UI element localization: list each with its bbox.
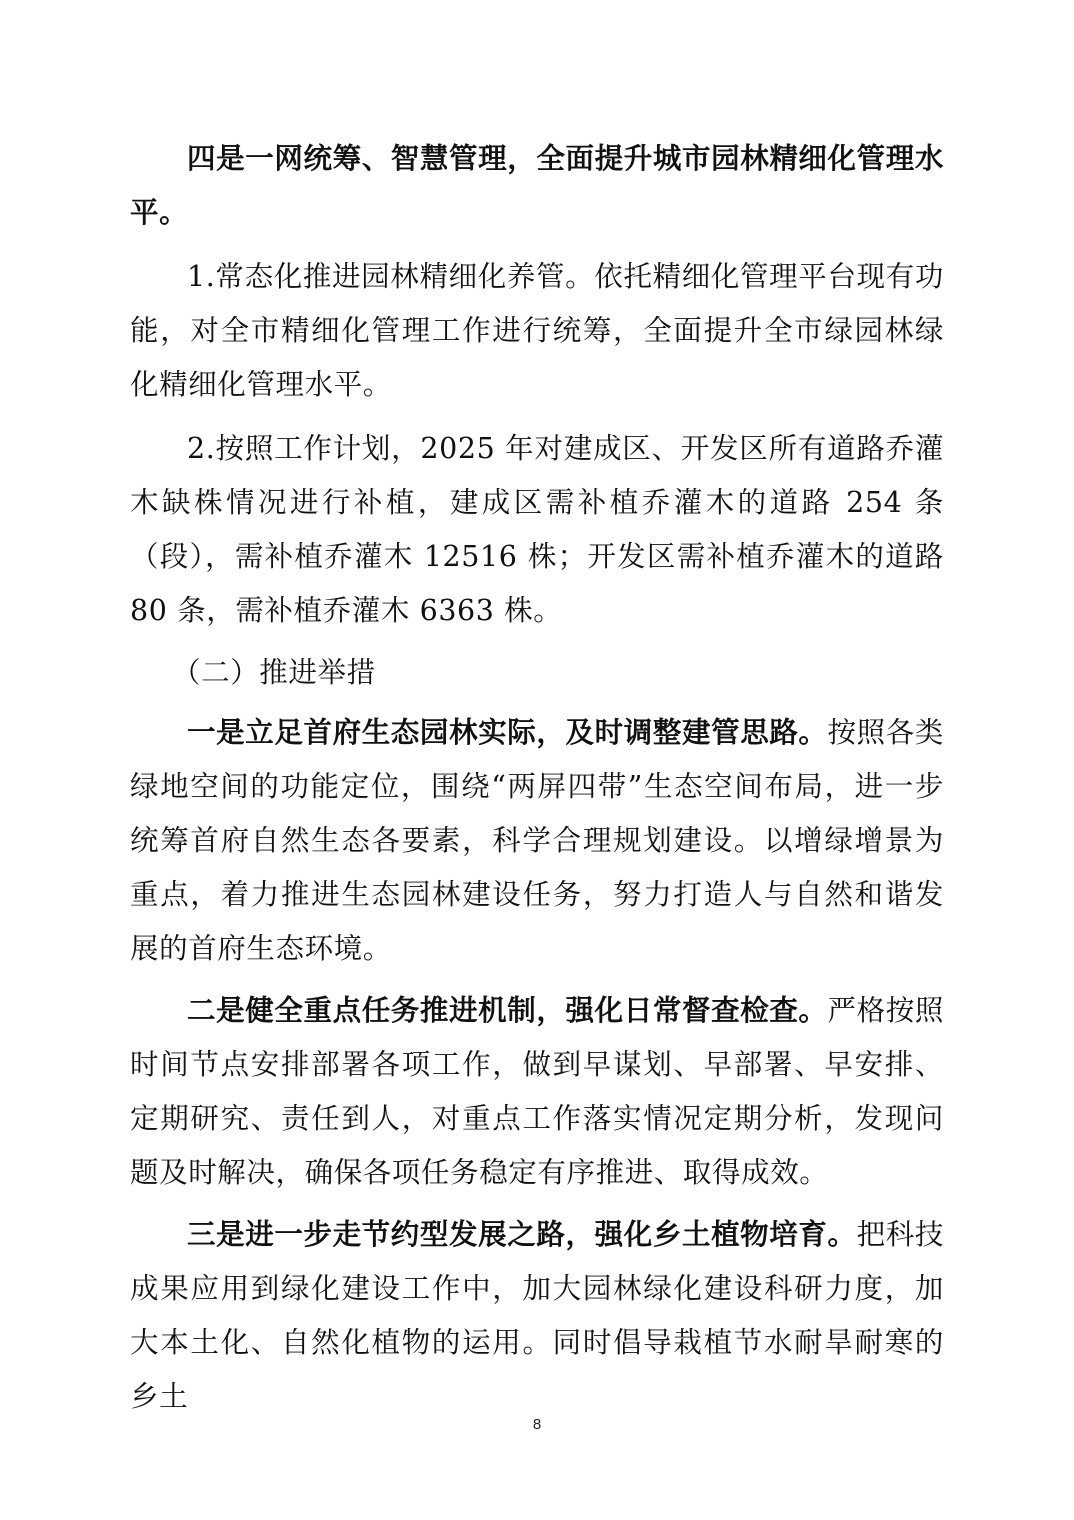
heading-paragraph-4 bbox=[130, 132, 944, 240]
paragraph-lead: 三是进一步走节约型发展之路，强化乡土植物培育。 bbox=[187, 1218, 857, 1251]
measure-paragraph-1 bbox=[130, 706, 944, 976]
paragraph-body: 严格按照时间节点安排部署各项工作，做到早谋划、早部署、早安排、定期研究、责任到人，对重点工作落实情况定期分析，发现问题及时解决，确保各项任务稳定有序推进、取得成效。 bbox=[130, 994, 944, 1189]
paragraph-body: 把科技成果应用到绿化建设工作中，加大园林绿化建设科研力度，加大本土化、自然化植物的运用。同时倡导栽植节水耐旱耐寒的乡土 bbox=[130, 1218, 944, 1413]
paragraph-lead: 四是一网统筹、智慧管理，全面提升城市园林精细化管理水平。 bbox=[130, 142, 944, 229]
section-heading: （二）推进举措 bbox=[172, 656, 376, 689]
document-page bbox=[130, 132, 944, 1424]
page-number: 8 bbox=[532, 1416, 542, 1433]
item-paragraph-2 bbox=[130, 422, 944, 638]
measure-paragraph-3 bbox=[130, 1208, 944, 1424]
paragraph-lead: 二是健全重点任务推进机制，强化日常督查检查。 bbox=[187, 994, 828, 1027]
paragraph-body: 2.按照工作计划，2025 年对建成区、开发区所有道路乔灌木缺株情况进行补植，建成区需补植乔灌木的道路 254 条（段），需补植乔灌木 12516 株；开发区需补植乔灌木的道路 80 条，需补植乔灌木 6363 株。 bbox=[130, 432, 944, 627]
paragraph-lead: 一是立足首府生态园林实际，及时调整建管思路。 bbox=[187, 716, 828, 749]
paragraph-body: 1.常态化推进园林精细化养管。依托精细化管理平台现有功能，对全市精细化管理工作进行统筹，全面提升全市绿园林绿化精细化管理水平。 bbox=[130, 260, 944, 401]
measure-paragraph-2 bbox=[130, 984, 944, 1200]
paragraph-body: 按照各类绿地空间的功能定位，围绕“两屏四带”生态空间布局，进一步统筹首府自然生态各要素，科学合理规划建设。以增绿增景为重点，着力推进生态园林建设任务，努力打造人与自然和谐发展的首府生态环境。 bbox=[130, 716, 944, 965]
item-paragraph-1 bbox=[130, 250, 944, 412]
